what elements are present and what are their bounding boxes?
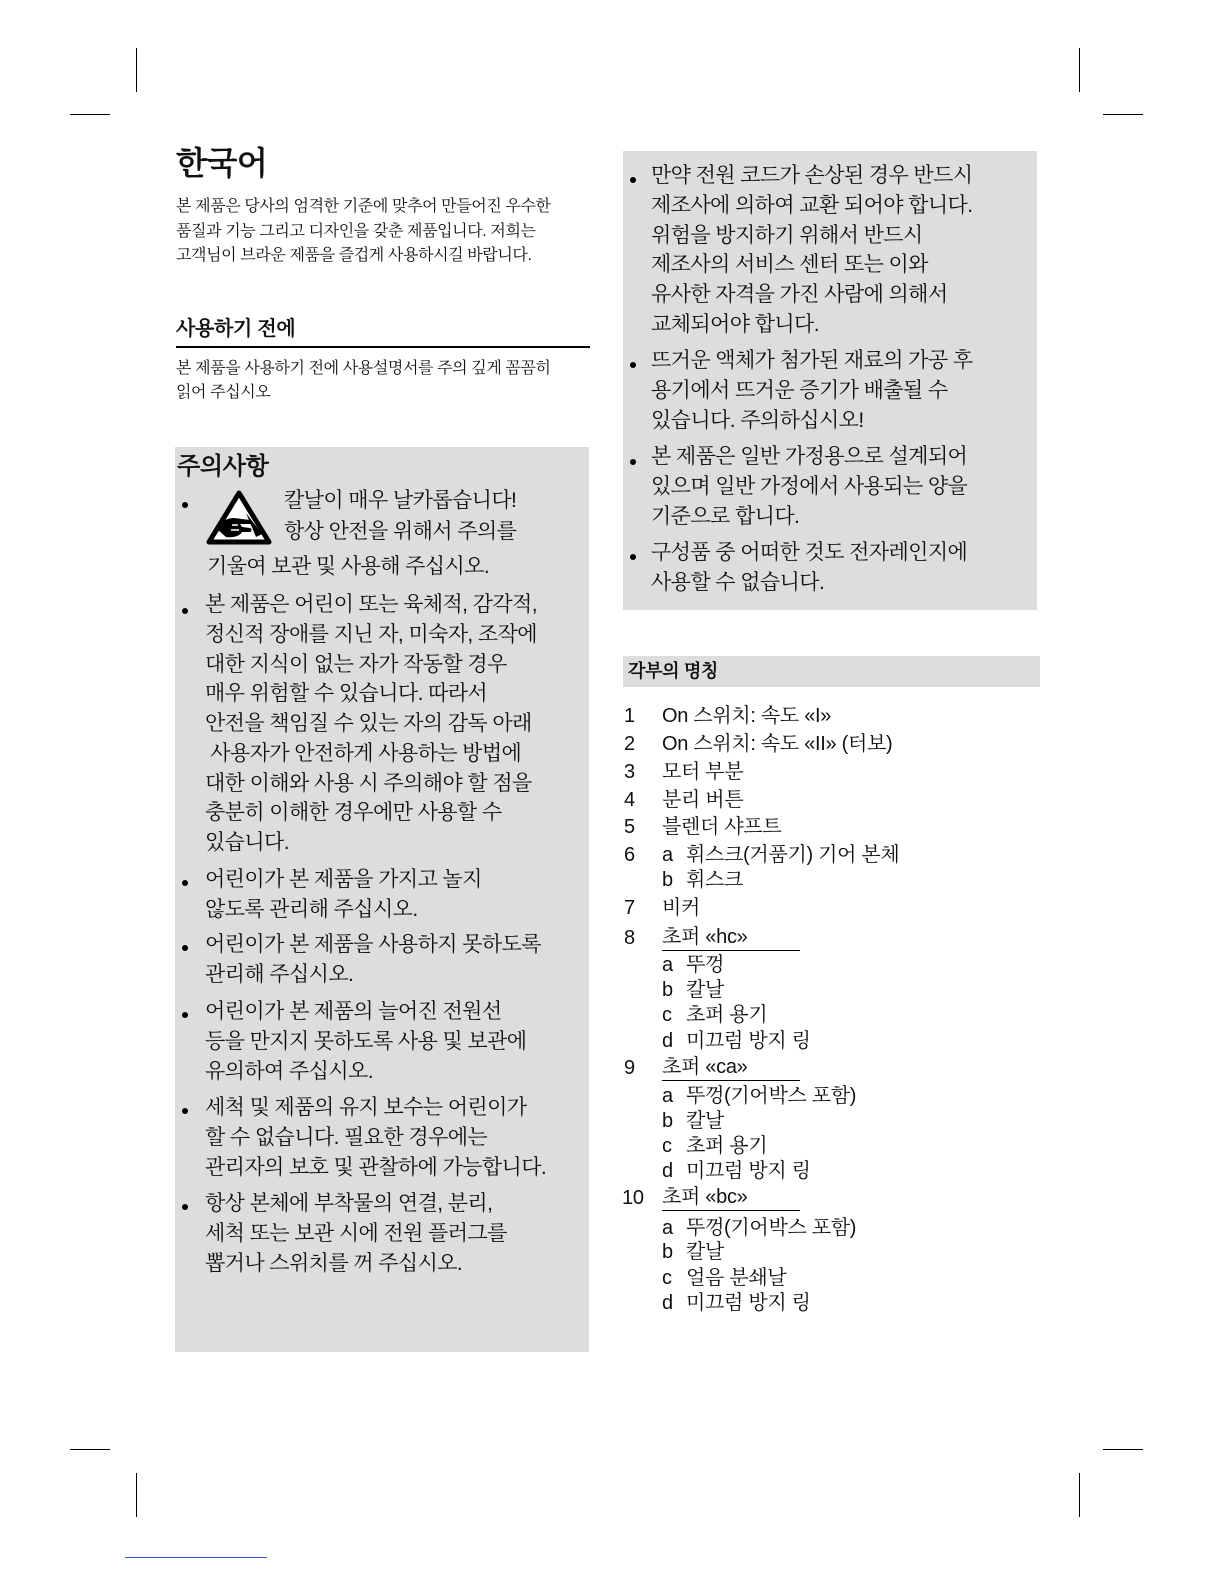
parts-sub-item (622, 1290, 1022, 1316)
part-label: On 스위치: 속도 «II» (터보) (662, 733, 893, 755)
caution-text-line: 교체되어야 합니다. (651, 312, 819, 336)
part-sub-letter: d (662, 1292, 673, 1314)
caution-heading: 주의사항 (177, 453, 269, 480)
part-number: 2 (624, 733, 635, 755)
part-sub-letter: a (662, 1085, 673, 1107)
caution-text-line: 대한 지식이 없는 자가 작동할 경우 (205, 652, 507, 676)
part-sub-label: 뚜껑(기어박스 포함) (686, 1085, 857, 1107)
crop-mark (136, 1473, 137, 1517)
part-sub-letter: d (662, 1030, 673, 1052)
caution-text-line: 등을 만지지 못하도록 사용 및 보관에 (205, 1029, 527, 1053)
bullet-dot (182, 1108, 188, 1114)
parts-sub-item (622, 977, 1022, 1003)
part-sub-label: 휘스크(거품기) 기어 본체 (686, 844, 900, 866)
part-sub-letter: c (662, 1004, 672, 1026)
part-sub-label: 미끄럼 방지 링 (686, 1030, 811, 1052)
before-use-line: 읽어 주십시오 (176, 384, 271, 401)
part-sub-label: 휘스크 (686, 869, 744, 891)
caution-text-line: 만약 전원 코드가 손상된 경우 반드시 (651, 164, 973, 187)
caution-text-line: 있습니다. 주의하십시오! (651, 408, 864, 432)
caution-text-line: 항상 본체에 부착물의 연결, 분리, (205, 1192, 493, 1215)
part-sub-label: 뚜껑 (686, 954, 725, 976)
part-number: 1 (624, 705, 635, 727)
bullet-dot (182, 1204, 188, 1210)
crop-mark (136, 48, 137, 92)
caution-text-line: 정신적 장애를 지닌 자, 미숙자, 조작에 (205, 622, 537, 646)
intro-line: 품질과 기능 그리고 디자인을 갖춘 제품입니다. 저희는 (176, 222, 536, 240)
parts-sub-item (622, 867, 1022, 893)
crop-mark (70, 1449, 110, 1450)
caution-text-line: 있으며 일반 가정에서 사용되는 양을 (651, 474, 968, 498)
parts-sub-item (622, 1002, 1022, 1028)
caution-text-line: 세척 및 제품의 유지 보수는 어린이가 (205, 1096, 527, 1119)
bullet-dot (630, 362, 636, 368)
parts-sub-item (622, 1158, 1022, 1184)
caution-text-line: 관리자의 보호 및 관찰하에 가능합니다. (205, 1155, 547, 1179)
part-sub-label: 칼날 (686, 1110, 725, 1132)
caution-text-line: 유사한 자격을 가진 사람에 의해서 (651, 283, 948, 306)
parts-sub-item (622, 1108, 1022, 1134)
bullet-dot (182, 880, 188, 886)
part-sub-label: 초퍼 용기 (686, 1135, 768, 1157)
parts-list-item (622, 787, 1022, 813)
caution-item (205, 930, 541, 990)
part-sub-letter: a (662, 954, 673, 976)
before-use-heading: 사용하기 전에 (176, 318, 296, 340)
intro-paragraph (176, 195, 551, 269)
parts-list-item (622, 703, 1022, 729)
parts-list-item (622, 1185, 1022, 1211)
intro-line: 본 제품은 당사의 엄격한 기준에 맞추어 만들어진 우수한 (176, 198, 551, 215)
parts-list-item (622, 731, 1022, 757)
part-sub-label: 초퍼 용기 (686, 1004, 768, 1026)
part-sub-letter: b (662, 1110, 673, 1132)
part-sub-letter: b (662, 869, 673, 891)
caution-item (205, 590, 537, 858)
caution-item (651, 346, 972, 435)
caution-item (205, 1189, 507, 1278)
crop-mark (1103, 1449, 1143, 1450)
part-sub-letter: b (662, 979, 673, 1001)
caution-text-line: 구성품 중 어떠한 것도 전자레인지에 (651, 541, 968, 564)
bullet-dot (630, 554, 636, 560)
caution-text-line: 본 제품은 일반 가정용으로 설계되어 (651, 445, 968, 468)
parts-list-item (622, 925, 1022, 951)
caution-text-line: 기준으로 합니다. (651, 504, 800, 528)
parts-sub-item (622, 952, 1022, 978)
part-label: 분리 버튼 (662, 789, 744, 811)
part-sub-letter: a (662, 1217, 673, 1239)
caution-text-line: 유의하여 주십시오. (205, 1059, 373, 1083)
caution-text-line: 위험을 방지하기 위해서 반드시 (651, 223, 923, 247)
caution-text-line: 어린이가 본 제품을 가지고 놀지 (205, 868, 482, 891)
part-label: 초퍼 «bc» (662, 1185, 800, 1211)
bullet-dot (182, 1012, 188, 1018)
part-label: 초퍼 «ca» (662, 1055, 800, 1081)
part-label: 블렌더 샤프트 (662, 816, 782, 838)
crop-mark (1103, 114, 1143, 115)
part-number: 9 (624, 1057, 635, 1079)
part-number: 7 (624, 897, 635, 919)
part-sub-letter: d (662, 1160, 673, 1182)
part-label: 비커 (662, 897, 701, 919)
caution-item (205, 1093, 546, 1182)
bullet-dot (182, 502, 188, 508)
part-sub-letter: c (662, 1135, 672, 1157)
caution-item-blade (205, 486, 589, 582)
caution-text-line: 용기에서 뜨거운 증기가 배출될 수 (651, 378, 948, 402)
caution-text-line: 세척 또는 보관 시에 전원 플러그를 (205, 1221, 507, 1245)
parts-heading: 각부의 명칭 (628, 661, 719, 681)
caution-text-line: 뜨거운 액체가 첨가된 재료의 가공 후 (651, 349, 973, 372)
part-label: On 스위치: 속도 «I» (662, 705, 832, 727)
part-sub-label: 얼음 분쇄날 (686, 1267, 787, 1289)
crop-mark (1079, 48, 1080, 92)
caution-text-line: 안전을 책임질 수 있는 자의 감독 아래 (205, 712, 532, 735)
part-number: 8 (624, 927, 635, 949)
caution-item (205, 997, 526, 1086)
caution-text-line: 사용자가 안전하게 사용하는 방법에 (205, 741, 522, 765)
parts-sub-item (622, 1133, 1022, 1159)
part-sub-letter: c (662, 1267, 672, 1289)
part-sub-label: 칼날 (686, 979, 725, 1001)
blade-hand-warning-icon (205, 489, 273, 547)
part-number: 6 (624, 844, 635, 866)
parts-list-item (622, 759, 1022, 785)
intro-line: 고객님이 브라운 제품을 즐겁게 사용하시길 바랍니다. (176, 247, 532, 264)
caution-text-line: 항상 안전을 위해서 주의를 (284, 520, 517, 543)
before-use-paragraph (176, 357, 551, 405)
bullet-dot (630, 459, 636, 465)
part-sub-label: 미끄럼 방지 링 (686, 1292, 811, 1314)
crop-mark (1079, 1473, 1080, 1517)
caution-text-line: 제조사에 의하여 교환 되어야 합니다. (651, 193, 973, 217)
part-label: 모터 부분 (662, 761, 744, 783)
parts-sub-item (622, 1215, 1022, 1241)
parts-sub-item (622, 1028, 1022, 1054)
caution-item (651, 538, 967, 598)
part-number: 3 (624, 761, 635, 783)
part-sub-letter: b (662, 1241, 673, 1263)
parts-sub-item (622, 1083, 1022, 1109)
before-use-line: 본 제품을 사용하기 전에 사용설명서를 주의 깊게 꼼꼼히 (176, 360, 551, 377)
caution-text-line: 있습니다. (205, 831, 289, 854)
part-number: 4 (624, 789, 635, 811)
parts-sub-item (622, 1239, 1022, 1265)
caution-item (651, 442, 967, 531)
part-label: 초퍼 «hc» (662, 925, 800, 951)
page-title: 한국어 (176, 145, 268, 181)
parts-list-item (622, 1055, 1022, 1081)
bullet-dot (630, 177, 636, 183)
part-sub-label: 칼날 (686, 1241, 725, 1263)
parts-list-item (622, 814, 1022, 840)
caution-text-line: 할 수 없습니다. 필요한 경우에는 (205, 1125, 488, 1149)
caution-text-line: 충분히 이해한 경우에만 사용할 수 (205, 801, 502, 825)
part-number: 5 (624, 816, 635, 838)
footer-blue-rule (125, 1557, 267, 1558)
caution-text-line: 기울여 보관 및 사용해 주십시오. (207, 555, 490, 578)
caution-text-line: 제조사의 서비스 센터 또는 이와 (651, 253, 928, 277)
part-sub-label: 미끄럼 방지 링 (686, 1160, 811, 1182)
caution-text-line: 어린이가 본 제품의 늘어진 전원선 (205, 1000, 502, 1023)
bullet-dot (182, 945, 188, 951)
bullet-dot (182, 608, 188, 614)
caution-text-line: 대한 이해와 사용 시 주의해야 할 점을 (205, 771, 532, 795)
caution-item (651, 161, 972, 340)
parts-list-item (622, 895, 1022, 921)
caution-text-line: 어린이가 본 제품을 사용하지 못하도록 (205, 933, 541, 956)
caution-text-line: 본 제품은 어린이 또는 육체적, 감각적, (205, 593, 537, 616)
heading-rule (176, 346, 590, 348)
crop-mark (70, 114, 110, 115)
parts-sub-item (622, 1265, 1022, 1291)
caution-text-line: 매우 위험할 수 있습니다. 따라서 (205, 682, 488, 706)
caution-text-line: 사용할 수 없습니다. (651, 570, 825, 594)
part-sub-letter: a (662, 844, 673, 866)
part-number: 10 (622, 1187, 644, 1209)
caution-text-line: 칼날이 매우 날카롭습니다! (284, 489, 517, 512)
caution-text-line: 관리해 주십시오. (205, 962, 354, 986)
parts-list-item (622, 842, 1022, 868)
caution-text-line: 않도록 관리해 주십시오. (205, 897, 418, 921)
part-sub-label: 뚜껑(기어박스 포함) (686, 1217, 857, 1239)
caution-item (205, 865, 482, 925)
caution-text-line: 뽑거나 스위치를 꺼 주십시오. (205, 1251, 463, 1275)
